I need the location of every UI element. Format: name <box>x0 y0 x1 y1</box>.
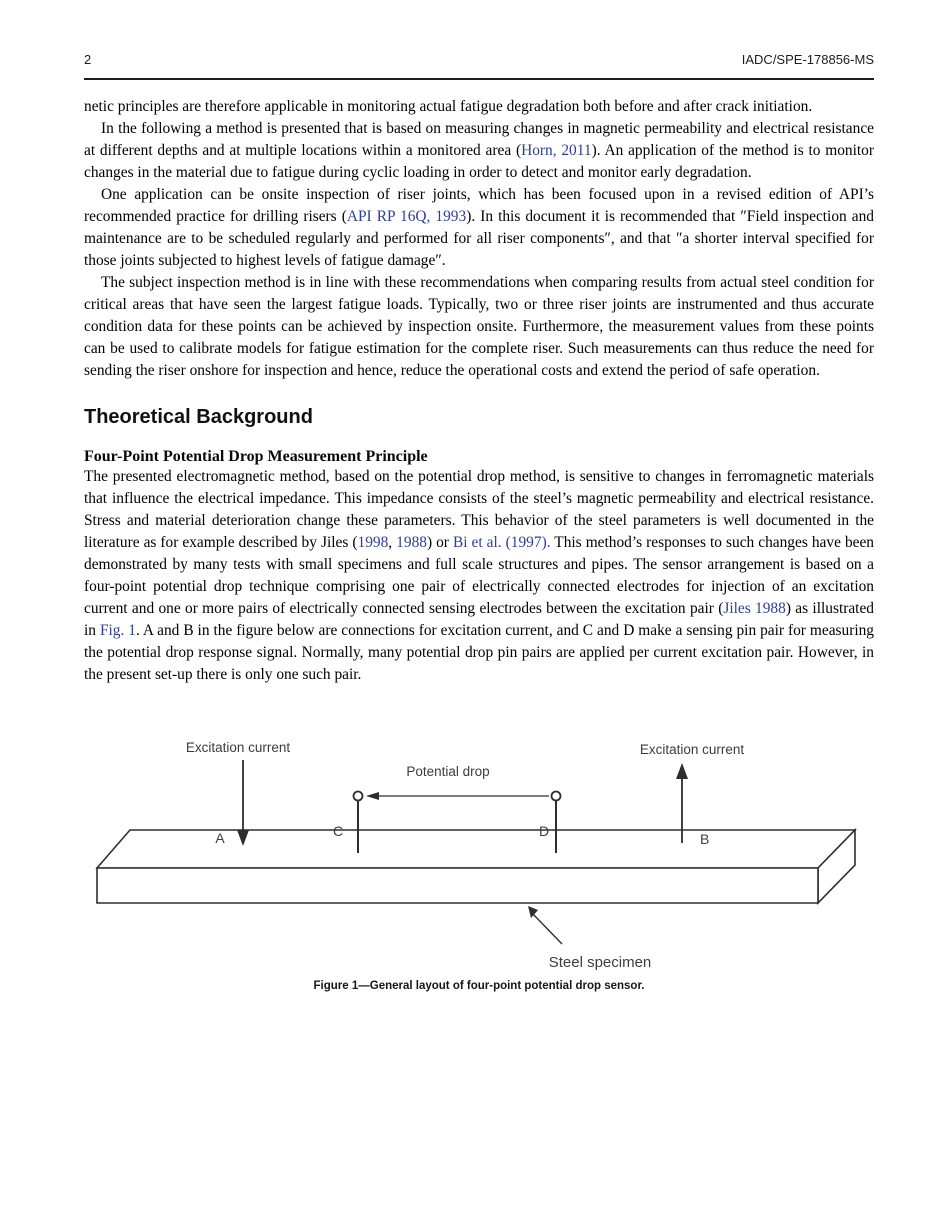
citation-link[interactable]: Horn, 2011 <box>521 142 592 159</box>
text-run: The presented electromagnetic method, based on the potential drop method, is sensitive to changes in ferromagnetic materials that influence the electrical impedance. This impedance consists of the steel’s magnetic permeability and electrical resistance. Stress and material deterioration change these parameters. This behavior of the steel parameters is well documented in the literature as for example described by Jiles ( <box>84 468 874 551</box>
text-run: ). An application of the method is to monitor changes in the material due to fatigue during cyclic loading in order to detect and monitor early degradation. <box>84 142 874 181</box>
steel-specimen-label: Steel specimen <box>548 954 652 971</box>
steel-specimen-callout <box>528 906 651 971</box>
paragraph <box>84 272 874 382</box>
citation-link[interactable]: Jiles 1988 <box>723 600 786 617</box>
pin-a-label: A <box>215 830 225 846</box>
header-rule <box>84 78 874 80</box>
text-run: In the following a method is presented that is based on measuring changes in magnetic permeability and electrical resistance at different depths and at multiple locations within a monitored area ( <box>84 120 874 159</box>
citation-link[interactable]: 1988 <box>396 534 427 551</box>
potential-drop-label: Potential drop <box>406 764 490 779</box>
pin-d-electrode-icon <box>552 792 561 801</box>
pin-c-label: C <box>332 823 344 839</box>
figure-1 <box>84 726 874 992</box>
up-arrowhead-icon <box>676 763 688 779</box>
pin-d-label: D <box>538 823 550 839</box>
citation-link[interactable]: Bi et al. (1997). <box>452 534 551 551</box>
document-id: IADC/SPE-178856-MS <box>741 52 874 67</box>
excitation-current-right-label: Excitation current <box>639 742 745 757</box>
text-run: The subject inspection method is in line with these recommendations when comparing results from actual steel condition for critical areas that have seen the largest fatigue loads. Typically, two or three riser joints are instrumented and thus accurate condition data for these points can be achieved by inspection onsite. Furthermore, the measurement values from these points can be used to calibrate models for fatigue estimation for the complete riser. Such measurements can thus reduce the need for sending the riser onshore for inspection and hence, reduce the operational costs and extend the period of safe operation. <box>84 274 874 379</box>
text-run: This method’s responses to such changes have been demonstrated by many tests with small specimens and full scale structures and pipes. The sensor arrangement is based on a four-point potential drop technique comprising one pair of electrically connected electrodes for injection of an excitation current and one or more pairs of electrically connected sensing electrodes between the excitation pair ( <box>84 534 874 617</box>
text-run: One application can be onsite inspection of riser joints, which has been focused upon in a revised edition of API’s recommended practice for drilling risers ( <box>84 186 874 225</box>
steel-specimen-slab <box>97 830 855 903</box>
subsection-heading: Four-Point Potential Drop Measurement Principle <box>84 448 428 465</box>
paragraph <box>84 96 874 118</box>
page-number: 2 <box>84 52 92 67</box>
body-paragraphs <box>84 96 874 382</box>
page-header <box>84 0 874 67</box>
citation-link[interactable]: API RP 16Q, 1993 <box>346 208 467 225</box>
text-run: netic principles are therefore applicable in monitoring actual fatigue degradation both before and after crack initiation. <box>84 98 813 115</box>
paragraph <box>84 466 874 686</box>
citation-link[interactable]: 1998 <box>357 534 389 551</box>
paragraph <box>84 118 874 184</box>
citation-link[interactable]: Fig. 1 <box>99 622 136 639</box>
potential-drop-arrow <box>366 764 549 800</box>
excitation-current-left-label: Excitation current <box>185 740 291 755</box>
text-run: ) or <box>426 534 453 551</box>
text-run: , <box>388 534 397 551</box>
text-run: ). In this document it is recommended that ″Field inspection and maintenance are to be scheduled regularly and performed for all riser components″, and that ″a shorter interval specified for those joints subjected to highest levels of fatigue damage″. <box>84 208 874 269</box>
left-arrowhead-icon <box>366 792 379 800</box>
text-run: ) as illustrated in <box>84 600 874 639</box>
section-heading: Theoretical Background <box>84 406 313 428</box>
callout-arrowhead-icon <box>528 906 538 918</box>
slab-top-face <box>97 830 855 868</box>
text-run: . A and B in the figure below are connections for excitation current, and C and D make a sensing pin pair for measuring the potential drop response signal. Normally, many potential drop pin pairs are applied per current excitation pair. However, in the present set-up there is only one such pair. <box>84 622 874 683</box>
pin-c-electrode-icon <box>354 792 363 801</box>
pin-b-label: B <box>700 831 710 847</box>
body-paragraphs-after-subheading <box>84 466 874 686</box>
figure-caption: Figure 1—General layout of four-point potential drop sensor. <box>313 980 645 992</box>
paragraph <box>84 184 874 272</box>
slab-front-face <box>97 868 818 903</box>
four-point-sensor-diagram <box>80 726 950 976</box>
